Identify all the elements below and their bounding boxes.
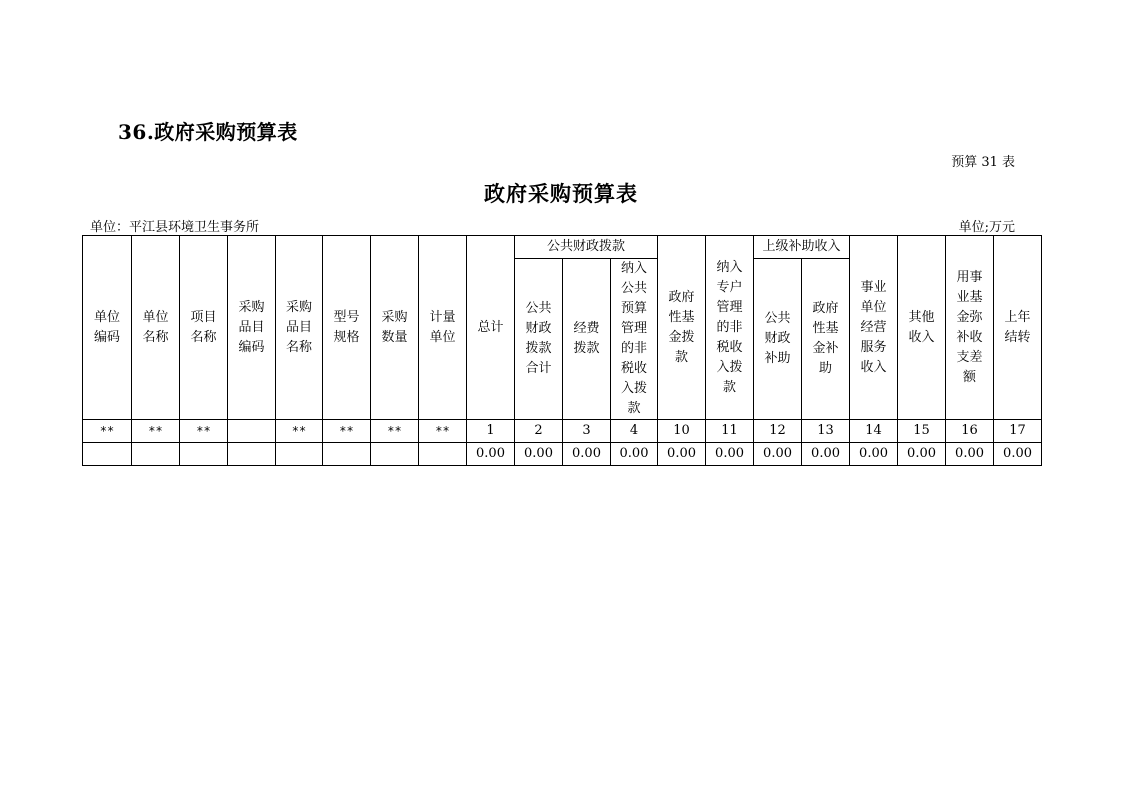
header-item-code: 采购品目编码 <box>228 236 276 420</box>
header-other-income: 其他收入 <box>898 236 946 420</box>
number-cell: ** <box>132 420 180 443</box>
data-cell: 0.00 <box>898 443 946 466</box>
number-cell: 17 <box>994 420 1042 443</box>
header-total: 总计 <box>467 236 515 420</box>
data-cell: 0.00 <box>611 443 658 466</box>
header-special-nontax: 纳入专户管理的非税收入拨款 <box>706 236 754 420</box>
header-budget-nontax: 纳入公共预算管理的非税收入拨款 <box>611 259 658 420</box>
section-heading: 36.政府采购预算表 <box>118 120 298 144</box>
data-cell <box>419 443 467 466</box>
header-model-spec: 型号规格 <box>323 236 371 420</box>
number-cell: ** <box>276 420 323 443</box>
header-prior-carryover: 上年结转 <box>994 236 1042 420</box>
number-cell: 16 <box>946 420 994 443</box>
number-cell: 1 <box>467 420 515 443</box>
data-cell: 0.00 <box>658 443 706 466</box>
number-cell <box>228 420 276 443</box>
data-cell: 0.00 <box>994 443 1042 466</box>
number-cell: ** <box>180 420 228 443</box>
data-cell: 0.00 <box>563 443 611 466</box>
number-cell: 15 <box>898 420 946 443</box>
header-item-name: 采购品目名称 <box>276 236 323 420</box>
data-cell: 0.00 <box>946 443 994 466</box>
header-public-finance-group: 公共财政拨款 <box>515 236 658 259</box>
data-cell <box>83 443 132 466</box>
data-cell: 0.00 <box>850 443 898 466</box>
number-cell: 14 <box>850 420 898 443</box>
header-unit-code: 单位编码 <box>83 236 132 420</box>
number-cell: ** <box>371 420 419 443</box>
data-cell <box>323 443 371 466</box>
header-unit-name: 单位名称 <box>132 236 180 420</box>
reporting-unit: 单位：平江县环境卫生事务所 <box>90 220 260 235</box>
currency-unit: 单位;万元 <box>958 220 1015 235</box>
form-number: 预算 31 表 <box>951 155 1015 170</box>
header-operating-funds: 经费拨款 <box>563 259 611 420</box>
header-measure-unit: 计量单位 <box>419 236 467 420</box>
number-cell: ** <box>323 420 371 443</box>
number-cell: 2 <box>515 420 563 443</box>
data-cell <box>371 443 419 466</box>
data-cell <box>132 443 180 466</box>
data-cell <box>228 443 276 466</box>
header-superior-subsidy-group: 上级补助收入 <box>754 236 850 259</box>
number-cell: 4 <box>611 420 658 443</box>
header-gov-fund: 政府性基金拨款 <box>658 236 706 420</box>
header-public-finance-total: 公共财政拨款合计 <box>515 259 563 420</box>
data-cell: 0.00 <box>515 443 563 466</box>
data-cell <box>180 443 228 466</box>
header-gov-fund-subsidy: 政府性基金补助 <box>802 259 850 420</box>
number-cell: 12 <box>754 420 802 443</box>
procurement-budget-table <box>82 235 1042 466</box>
data-cell: 0.00 <box>802 443 850 466</box>
data-cell: 0.00 <box>754 443 802 466</box>
number-cell: 13 <box>802 420 850 443</box>
number-cell: ** <box>419 420 467 443</box>
header-fund-deficit: 用事业基金弥补收支差额 <box>946 236 994 420</box>
number-cell: 11 <box>706 420 754 443</box>
data-cell: 0.00 <box>467 443 515 466</box>
header-purchase-qty: 采购数量 <box>371 236 419 420</box>
header-business-income: 事业单位经营服务收入 <box>850 236 898 420</box>
table-title: 政府采购预算表 <box>484 181 638 206</box>
data-cell <box>276 443 323 466</box>
header-public-finance-subsidy: 公共财政补助 <box>754 259 802 420</box>
number-cell: ** <box>83 420 132 443</box>
number-cell: 3 <box>563 420 611 443</box>
header-project-name: 项目名称 <box>180 236 228 420</box>
number-cell: 10 <box>658 420 706 443</box>
data-cell: 0.00 <box>706 443 754 466</box>
